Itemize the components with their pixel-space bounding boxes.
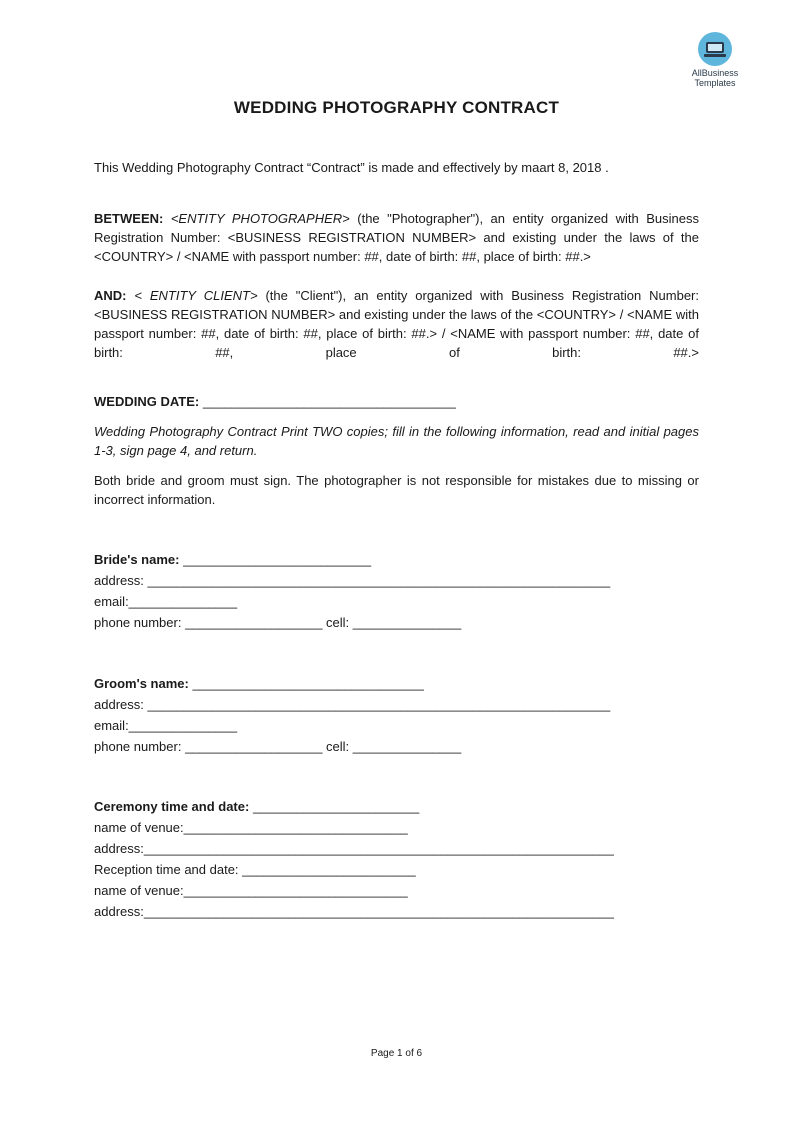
groom-name-field bbox=[94, 674, 699, 693]
page-footer: Page 1 of 6 bbox=[370, 1048, 423, 1059]
bride-phone-field: phone number: ___________________ cell: _______________ bbox=[94, 615, 462, 630]
groom-email-field: email:_______________ bbox=[94, 718, 238, 733]
between-text: (the "Photographer"), an entity organized with Business Registration Number: <BUSINESS REGISTRATION NUMBER> and existing under the laws of the <COUNTRY> / <NAME with passport number: ##, date of birth: ##, place of birth: ##.> bbox=[94, 211, 699, 264]
wedding-date-label: WEDDING DATE: bbox=[94, 394, 200, 409]
ceremony-time-field bbox=[94, 797, 699, 816]
and-label: AND: bbox=[94, 288, 127, 303]
ceremony-time-label: Ceremony time and date: bbox=[94, 799, 250, 814]
between-label: BETWEEN: bbox=[94, 211, 164, 226]
and-text: (the "Client"), an entity organized with Business Registration Number: <BUSINESS REGISTRATION NUMBER> and existing under the laws of the <COUNTRY> / <NAME with passport number: ##, date of birth: ##, place of birth: ##.> / <NAME with passport number: ##, date of birth: ##, place of birth: ##.> bbox=[94, 288, 699, 360]
bride-address-field: address: ________________________________________________________________ bbox=[94, 573, 611, 588]
bride-name-blank: __________________________ bbox=[179, 552, 372, 567]
reception-venue-field: name of venue:_______________________________ bbox=[94, 883, 408, 898]
document-title: WEDDING PHOTOGRAPHY CONTRACT bbox=[233, 98, 560, 117]
photographer-entity: <ENTITY PHOTOGRAPHER> bbox=[170, 211, 350, 226]
laptop-icon bbox=[698, 32, 732, 66]
brand-logo bbox=[682, 32, 748, 88]
bride-name-field bbox=[94, 550, 699, 569]
logo-line-2: Templates bbox=[694, 78, 736, 88]
ceremony-section bbox=[94, 797, 699, 921]
client-entity: < ENTITY CLIENT> bbox=[134, 288, 258, 303]
and-paragraph bbox=[94, 286, 699, 362]
logo-line-1: AllBusiness bbox=[691, 68, 739, 78]
groom-section bbox=[94, 674, 699, 756]
intro-paragraph: This Wedding Photography Contract “Contract” is made and effectively by maart 8, 2018 . bbox=[94, 160, 609, 175]
reception-address-field: address:_________________________________________________________________ bbox=[94, 904, 614, 919]
reception-time-field: Reception time and date: ________________________ bbox=[94, 862, 416, 877]
groom-name-label: Groom's name: bbox=[94, 676, 189, 691]
notice-paragraph: Both bride and groom must sign. The photographer is not responsible for mistakes due to missing or incorrect information. bbox=[94, 473, 699, 507]
wedding-date-blank: ___________________________________ bbox=[199, 394, 456, 409]
groom-phone-field: phone number: ___________________ cell: _______________ bbox=[94, 739, 462, 754]
wedding-date-field bbox=[94, 392, 699, 411]
bride-name-label: Bride's name: bbox=[94, 552, 180, 567]
bride-email-field: email:_______________ bbox=[94, 594, 238, 609]
logo-text bbox=[682, 68, 748, 88]
ceremony-address-field: address:_________________________________________________________________ bbox=[94, 841, 614, 856]
ceremony-venue-field: name of venue:_______________________________ bbox=[94, 820, 408, 835]
groom-name-blank: ________________________________ bbox=[188, 676, 424, 691]
ceremony-time-blank: _______________________ bbox=[249, 799, 420, 814]
groom-address-field: address: ________________________________________________________________ bbox=[94, 697, 611, 712]
instructions-paragraph: Wedding Photography Contract Print TWO copies; fill in the following information, read and initial pages 1-3, sign page 4, and return. bbox=[94, 424, 699, 458]
bride-section bbox=[94, 550, 699, 632]
between-paragraph bbox=[94, 209, 699, 266]
